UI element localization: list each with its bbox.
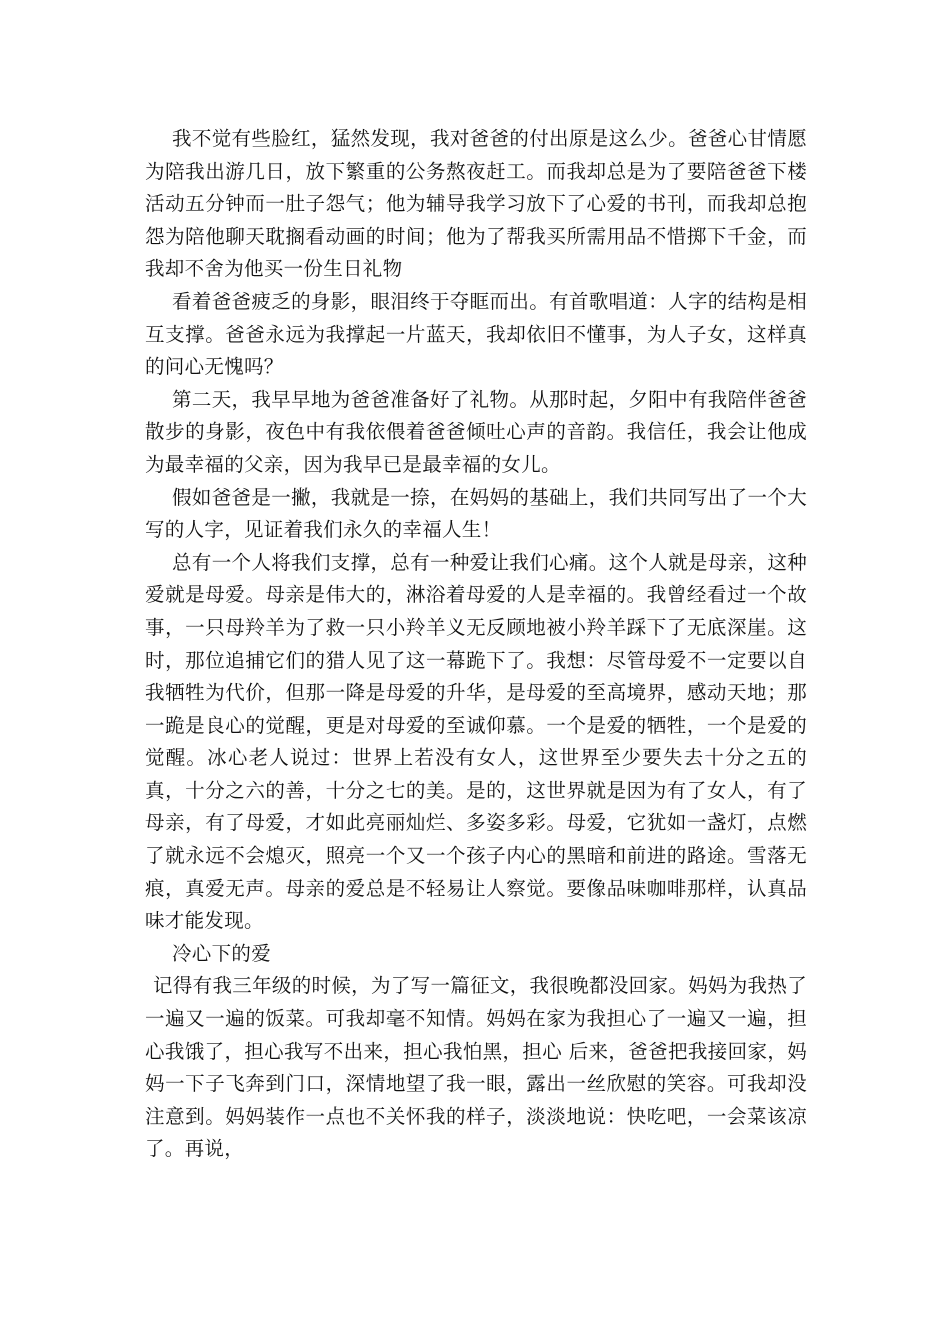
paragraph-6: 记得有我三年级的时候，为了写一篇征文，我很晚都没回家。妈妈为我热了一遍又一遍的饭菜。可我却毫不知情。妈妈在家为我担心了一遍又一遍，担心我饿了，担心我写不出来，担心我怕黑，担心 后来，爸爸把我接回家，妈妈一下子飞奔到门口，深情地望了我一眼，露出一丝欣慰的笑容。可我却没注意到。妈妈装作一点也不关怀我的样子，淡淡地说：快吃吧，一会菜该凉了。再说， <box>145 974 807 1161</box>
paragraph-5: 总有一个人将我们支撑，总有一种爱让我们心痛。这个人就是母亲，这种爱就是母爱。母亲是伟大的，淋浴着母爱的人是幸福的。我曾经看过一个故事，一只母羚羊为了救一只小羚羊义无反顾地被小羚羊踩下了无底深崖。这时，那位追捕它们的猎人见了这一幕跪下了。我想：尽管母爱不一定要以自我牺牲为代价，但那一降是母爱的升华，是母爱的至高境界，感动天地；那一跪是良心的觉醒，更是对母爱的至诚仰慕。一个是爱的牺牲，一个是爱的觉醒。冰心老人说过：世界上若没有女人，这世界至少要失去十分之五的真，十分之六的善，十分之七的美。是的，这世界就是因为有了女人，有了母亲，有了母爱，才如此亮丽灿烂、多姿多彩。母爱，它犹如一盏灯，点燃了就永远不会熄灭，照亮一个又一个孩子内心的黑暗和前进的路途。雪落无痕，真爱无声。母亲的爱总是不轻易让人察觉。要像品味咖啡那样，认真品味才能发现。 <box>145 550 807 933</box>
paragraph-1: 我不觉有些脸红，猛然发现，我对爸爸的付出原是这么少。爸爸心甘情愿为陪我出游几日，放下繁重的公务熬夜赶工。而我却总是为了要陪爸爸下楼活动五分钟而一肚子怨气；他为辅导我学习放下了心爱的书刊，而我却总抱怨为陪他聊天耽搁看动画的时间；他为了帮我买所需用品不惜掷下千金，而我却不舍为他买一份生日礼物 <box>145 127 807 281</box>
paragraph-3: 第二天，我早早地为爸爸准备好了礼物。从那时起，夕阳中有我陪伴爸爸散步的身影，夜色中有我依偎着爸爸倾吐心声的音韵。我信任，我会让他成为最幸福的父亲，因为我早已是最幸福的女儿。 <box>145 387 807 476</box>
paragraph-4: 假如爸爸是一撇，我就是一捺，在妈妈的基础上，我们共同写出了一个大写的人字，见证着我们永久的幸福人生！ <box>145 485 807 542</box>
section-heading: 冷心下的爱 <box>172 941 272 965</box>
document-body <box>145 123 807 1166</box>
paragraph-2: 看着爸爸疲乏的身影，眼泪终于夺眶而出。有首歌唱道：人字的结构是相互支撑。爸爸永远为我撑起一片蓝天，我却依旧不懂事，为人子女，这样真的问心无愧吗？ <box>145 289 807 379</box>
